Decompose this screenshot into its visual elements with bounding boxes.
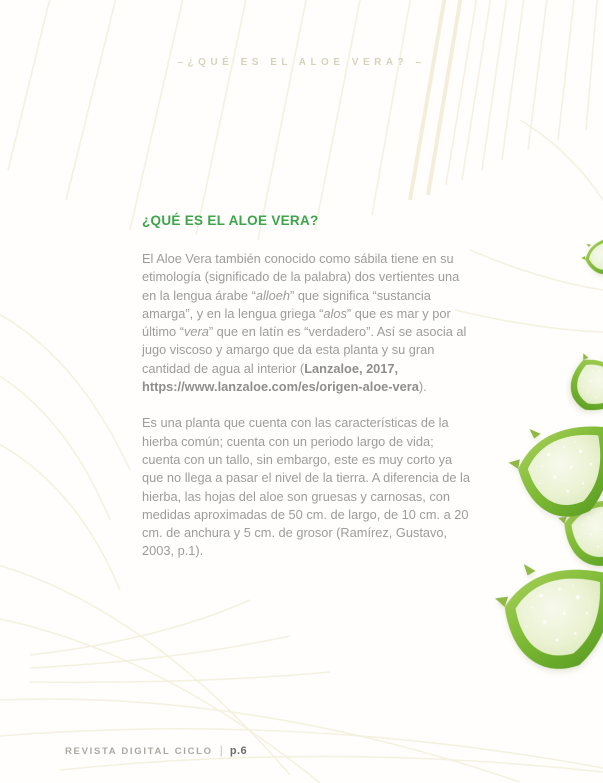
page-footer xyxy=(65,743,247,757)
footer-separator: | xyxy=(219,743,223,757)
body-paragraph-2: Es una planta que cuenta con las características de la hierba común; cuenta con un periodo largo de vida; cuenta con un tallo, sin embargo, este es muy corto ya que no llega a pasar el nivel de la tierra. A diferencia de la hierba, las hojas del aloe son gruesas y carnosas, con medidas aproximadas de 50 cm. de largo, de 10 cm. a 20 cm. de anchura y 5 cm. de grosor (Ramírez, Gustavo, 2003, p.1). xyxy=(142,415,470,559)
page-header-label: –¿QUÉ ES EL ALOE VERA? – xyxy=(177,57,426,68)
footer-magazine-name: REVISTA DIGITAL CICLO xyxy=(65,746,213,757)
aloe-leaf-piece-1-image xyxy=(575,223,603,294)
article xyxy=(142,213,472,579)
aloe-leaf-piece-5-image xyxy=(483,546,603,689)
aloe-leaf-piece-3-image xyxy=(507,404,603,542)
footer-page-number: p.6 xyxy=(229,745,247,757)
body-paragraph-1: El Aloe Vera también conocido como sábila tiene en su etimología (significado de la palabra) dos vertientes una en la lengua árabe “alloeh” que significa “sustancia amarga”, y en la lengua griega “alos” que es mar y por último “vera” que en latín es “verdadero”. Así se asocia al jugo viscoso y amargo que da esta planta y su gran cantidad de agua al interior (Lanzaloe, 2017, https://www.lanzaloe.com/es/origen-aloe-vera). xyxy=(142,251,467,395)
section-title: ¿QUÉ ES EL ALOE VERA? xyxy=(142,213,319,228)
